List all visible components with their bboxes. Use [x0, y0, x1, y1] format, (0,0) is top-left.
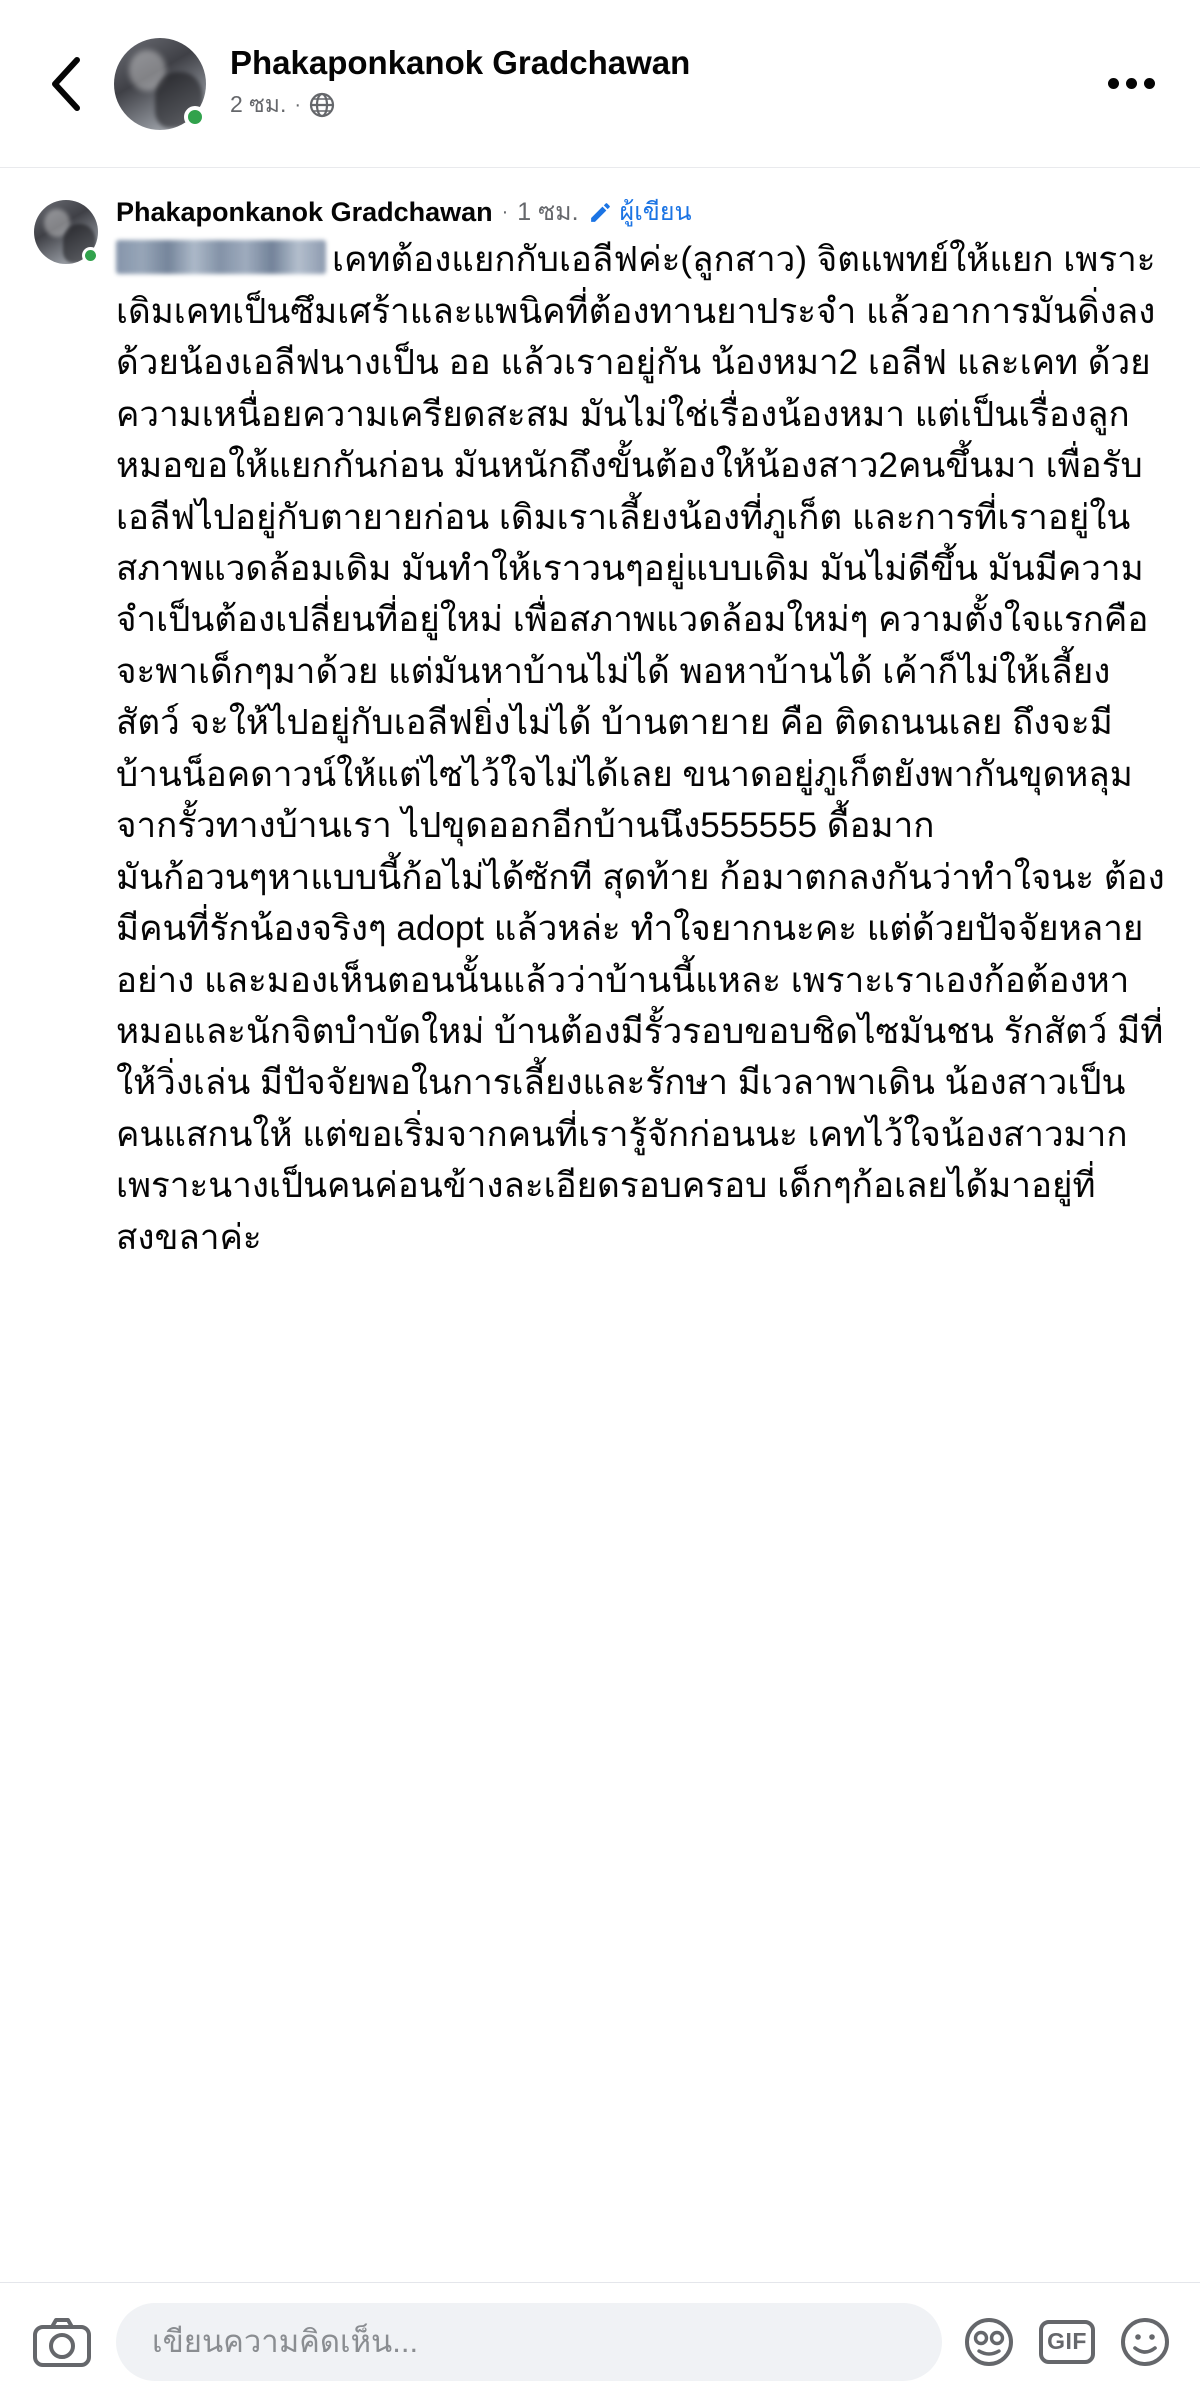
author-badge [588, 197, 692, 227]
camera-button[interactable] [26, 2306, 98, 2378]
comment-author-name[interactable]: Phakaponkanok Gradchawan [116, 197, 493, 227]
composer-actions [960, 2313, 1174, 2371]
redacted-mention [116, 240, 326, 274]
avatar[interactable] [114, 38, 206, 130]
gif-label: GIF [1039, 2320, 1095, 2364]
more-dot-1 [1108, 78, 1119, 89]
commenter-online-dot [82, 247, 99, 264]
gif-button[interactable] [1038, 2313, 1096, 2371]
page-title: Phakaponkanok Gradchawan [230, 43, 691, 81]
more-options-button[interactable] [1096, 54, 1166, 114]
comment-timestamp[interactable]: 1 ซม. [517, 198, 579, 227]
more-dot-2 [1126, 78, 1137, 89]
comment-text [116, 234, 1166, 1263]
sticker-icon [963, 2316, 1015, 2368]
pencil-icon [588, 200, 613, 225]
comment-body [116, 196, 1166, 1263]
chevron-left-icon [47, 55, 87, 113]
emoji-icon [1119, 2316, 1171, 2368]
meta-separator: · [294, 93, 302, 116]
sticker-button[interactable] [960, 2313, 1018, 2371]
comment-composer [0, 2282, 1200, 2400]
camera-icon [32, 2316, 92, 2368]
back-button[interactable] [34, 51, 100, 117]
commenter-avatar[interactable] [34, 200, 98, 264]
comment-input-field[interactable] [116, 2303, 942, 2381]
comment-input[interactable] [150, 2323, 908, 2361]
post-timestamp: 2 ซม. [230, 91, 287, 118]
comment-meta [116, 196, 1166, 228]
globe-icon [309, 92, 335, 118]
post-header [0, 0, 1200, 168]
comment-item [34, 196, 1166, 1263]
header-texts [230, 44, 1086, 124]
comment-paragraph-2: มันก้อวนๆหาแบบนี้ก้อไม่ได้ซักที สุดท้าย ก้อมาตกลงกันว่าทำใจนะ ต้องมีคนที่รักน้องจริงๆ adopt แล้วหล่ะ ทำใจยากนะคะ แต่ด้วยปัจจัยหลายอย่าง และมองเห็นตอนนั้นแล้วว่าบ้านนี้แหละ เพราะเราเองก้อต้องหาหมอและนักจิตบำบัดใหม่ บ้านต้องมีรั้วรอบขอบชิดไซมันชน รักสัตว์ มีที่ให้วิ่งเล่น มีปัจจัยพอในการเลี้ยงและรักษา มีเวลาพาเดิน น้องสาวเป็นคนแสกนให้ แต่ขอเริ่มจากคนที่เรารู้จักก่อนนะ เคทไว้ใจน้องสาวมากเพราะนางเป็นคนค่อนข้างละเอียดรอบครอบ เด็กๆก้อเลยได้มาอยู่ที่สงขลาค่ะ [116, 857, 1165, 1257]
online-status-dot [184, 106, 206, 128]
author-badge-label: ผู้เขียน [619, 198, 692, 227]
comment-meta-separator: · [501, 201, 509, 224]
post-meta [230, 87, 1086, 123]
emoji-button[interactable] [1116, 2313, 1174, 2371]
more-dot-3 [1144, 78, 1155, 89]
comment-paragraph-1: เคทต้องแยกกับเอลีฟค่ะ(ลูกสาว) จิตแพทย์ให้แยก เพราะเดิมเคทเป็นซึมเศร้าและแพนิคที่ต้องทานยาประจำ แล้วอาการมันดิ่งลง ด้วยน้องเอลีฟนางเป็น ออ แล้วเราอยู่กัน น้องหมา2 เอลีฟ และเคท ด้วยความเหนื่อยความเครียดสะสม มันไม่ใช่เรื่องน้องหมา แต่เป็นเรื่องลูก หมอขอให้แยกกันก่อน มันหนักถึงขั้นต้องให้น้องสาว2คนขึ้นมา เพื่อรับเอลีฟไปอยู่กับตายายก่อน เดิมเราเลี้ยงน้องที่ภูเก็ต และการที่เราอยู่ในสภาพแวดล้อมเดิม มันทำให้เราวนๆอยู่แบบเดิม มันไม่ดีขึ้น มันมีความจำเป็นต้องเปลี่ยนที่อยู่ใหม่ เพื่อสภาพแวดล้อมใหม่ๆ ความตั้งใจแรกคือจะพาเด็กๆมาด้วย แต่มันหาบ้านไม่ได้ พอหาบ้านได้ เค้าก็ไม่ให้เลี้ยงสัตว์ จะให้ไปอยู่กับเอลีฟยิ่งไม่ได้ บ้านตายาย คือ ติดถนนเลย ถึงจะมีบ้านน็อคดาวน์ให้แต่ไซไว้ใจไม่ได้เลย ขนาดอยู่ภูเก็ตยังพากันขุดหลุม จากรั้วทางบ้านเรา ไปขุดออกอีกบ้านนึง555555 ดื้อมาก [116, 240, 1156, 846]
comment-list [0, 168, 1200, 2400]
